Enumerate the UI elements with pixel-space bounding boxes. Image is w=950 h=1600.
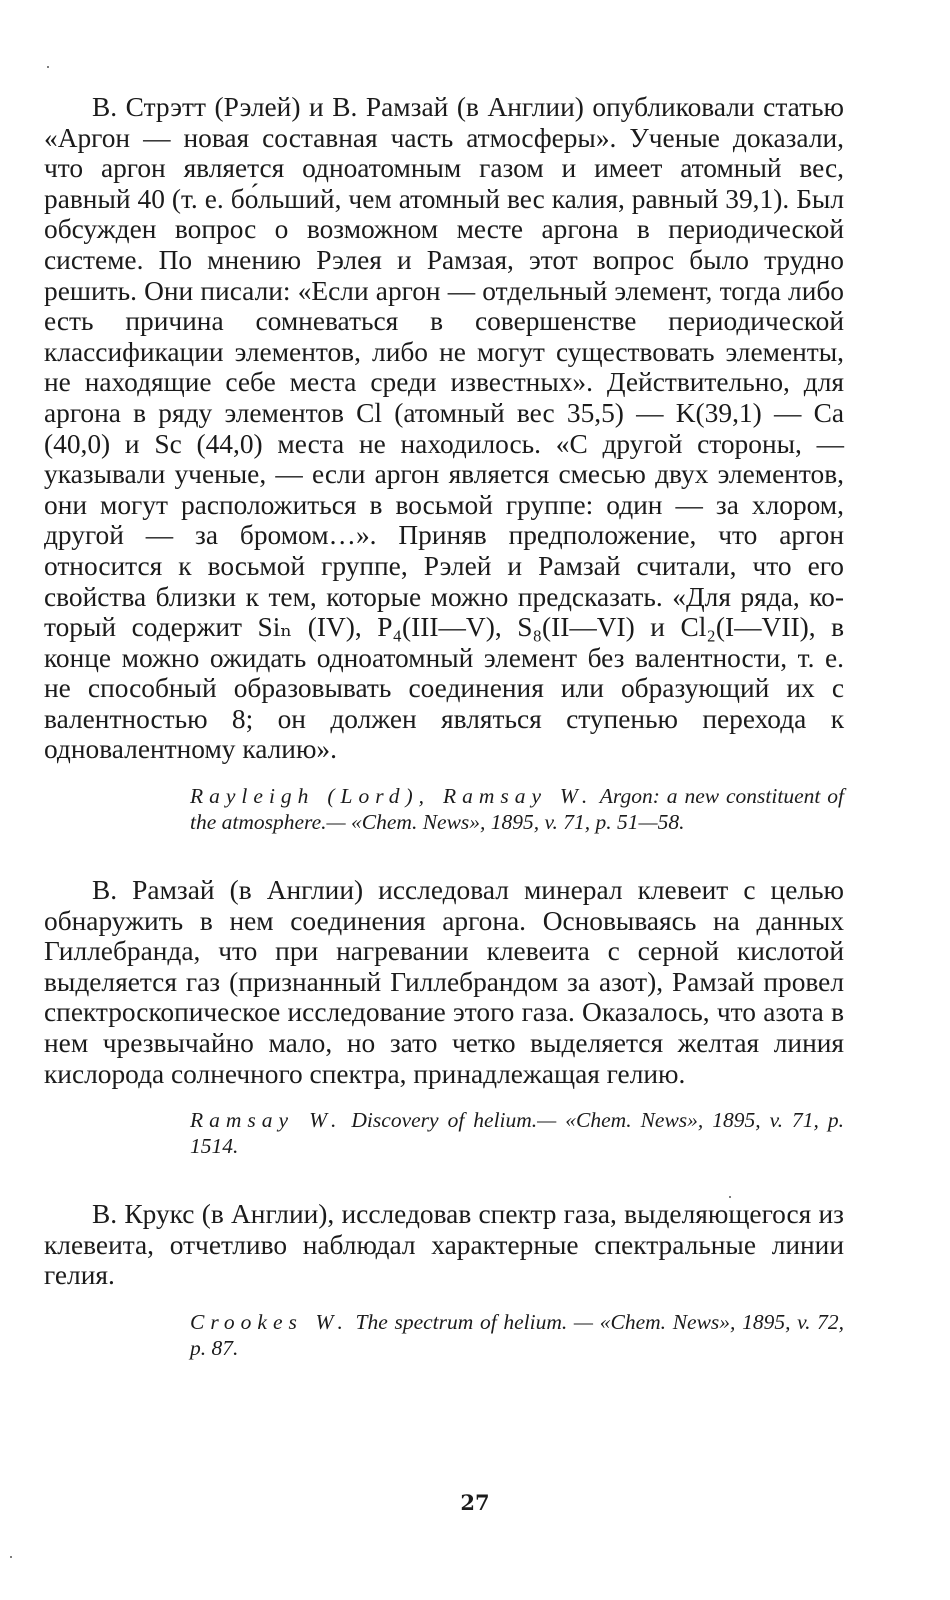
entry-helium-spectrum (44, 1199, 844, 1361)
reference-author: Crookes W. (190, 1310, 349, 1334)
paragraph-helium-spectrum: В. Крукс (в Англии), исследовав спектр газа, выделяющегося из клевеита, отчетливо наблюдал характерные спектральные линии гелия. (44, 1199, 844, 1291)
book-page (44, 92, 844, 1361)
print-speck (729, 1196, 731, 1198)
paragraph-helium-discovery: В. Рамзай (в Англии) исследовал минерал клевеит с целью обнаружить в нем соединения аргона. Основываясь на данных Гиллебранда, что при нагревании клевеита с серной кислотой выделяется газ (признанный Гиллебрандом за азот), Рамзай провел спектроскопическое исследование этого газа. Оказалось, что азота в нем чрезвычайно мало, но зато четко выделяется желтая линия кислорода солнечного спектра, принадлежащая гелию. (44, 875, 844, 1089)
reference-helium-discovery (190, 1107, 844, 1159)
reference-title: Discovery of helium.— «Chem. News», 1895, v. 71, p. 1514. (190, 1108, 845, 1159)
reference-author: Ramsay W. (190, 1108, 343, 1133)
reference-helium-spectrum (190, 1309, 844, 1361)
page-number: 27 (460, 1490, 490, 1515)
reference-author: Rayleigh (Lord), Ramsay W. (190, 784, 594, 809)
reference-title: The spectrum of helium. — «Chem. News», 1895, v. 72, p. 87. (190, 1310, 845, 1360)
entry-argon (44, 92, 844, 835)
paragraph-argon: В. Стрэтт (Рэлей) и В. Рамзай (в Англии) опубликовали статью «Аргон — новая составная часть атмосферы». Ученые доказали, что аргон является одноатомным газом и имеет атомный вес, равный 40 (т. е. бо́льший, чем атомный вес калия, равный 39,1). Был обсужден вопрос о возможном месте аргона в периодической системе. По мнению Рэлея и Рамзая, этот вопрос было трудно решить. Они писали: «Если аргон — отдельный элемент, тогда либо есть причина сомневаться в совершенстве периодической классификации элементов, либо не могут существовать элементы, не находящие себе места среди известных». Действительно, для аргона в ряду элементов Cl (атомный вес 35,5) — K(39,1) — Ca (40,0) и Sc (44,0) места не находилось. «С другой стороны, — указывали ученые, — если аргон является смесью двух элементов, они могут расположиться в восьмой группе: один — за хлором, другой — за бромом…». Приняв предположение, что аргон относится к восьмой группе, Рэлей и Рамзай считали, что его свойства близки к тем, которые можно предсказать. «Для ряда, который содержит Siₙ (IV), P₄(III—V), S₈(II—VI) и Cl₂(I—VII), в конце можно ожидать одноатомный элемент без валентности, т. е. не способный образовывать соединения или образующий их с валентностью 8; он должен являться ступенью перехода к одновалентному калию». (44, 92, 844, 765)
reference-argon (190, 783, 844, 835)
print-speck (10, 1556, 12, 1558)
reference-title: Argon: a new constituent of the atmosphere.— «Chem. News», 1895, v. 71, p. 51—58. (190, 784, 844, 835)
entry-helium-discovery (44, 875, 844, 1159)
print-speck (47, 66, 49, 68)
